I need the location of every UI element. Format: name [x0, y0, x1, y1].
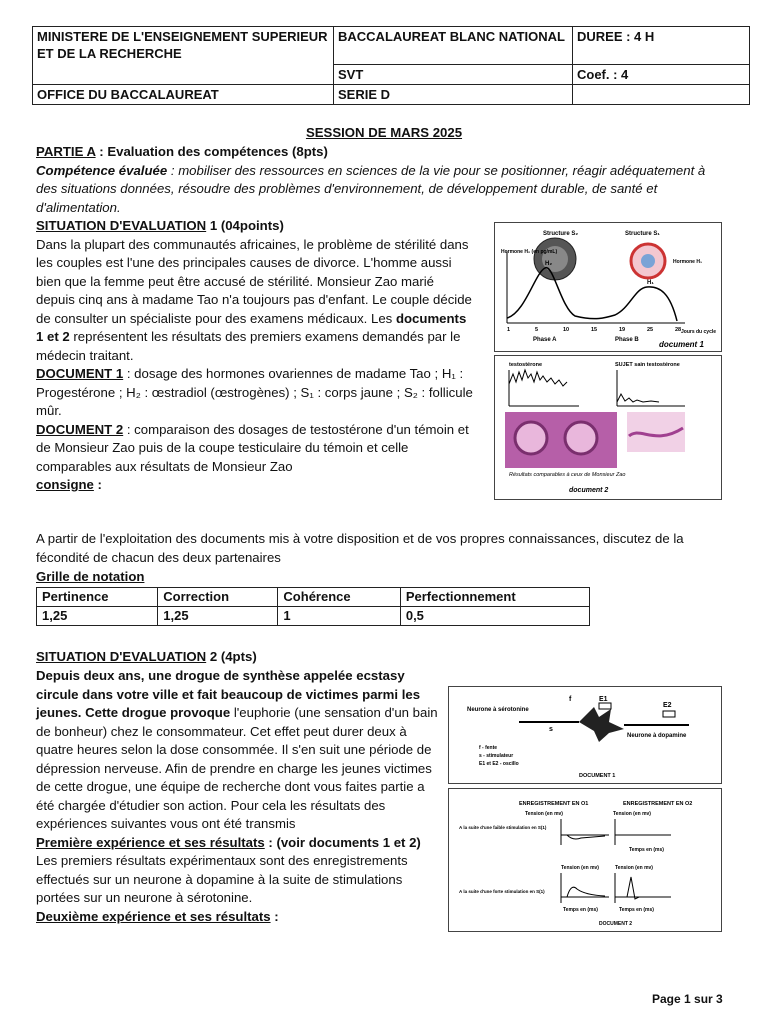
- doc2-description: [36, 421, 476, 477]
- x-tick-label: 15: [591, 327, 598, 333]
- situation-1-points: 1 (04points): [206, 218, 284, 233]
- document-2-figure: [494, 355, 722, 500]
- grid-value: 1: [278, 607, 400, 626]
- header-table: [32, 26, 750, 105]
- f-label: f: [569, 696, 572, 703]
- competence: [36, 162, 726, 218]
- exp2-colon: :: [270, 908, 279, 924]
- intro-text: l'euphorie (une sensation d'un bain de bonheur) chez le consommateur. Cet effet peut durer deux à quatre heures selon la dose consommée. Il s'en suit une période de dépression nerveuse. Afin de prendre en charge les jeunes victimes de cette drogue, une équipe de recherche dont vous faites partie a été chargée d'étudier son action. Pour cela les résultats des expériences suivantes vous ont été transmis: [36, 705, 438, 831]
- doc1-label: DOCUMENT 1: [36, 366, 124, 381]
- document-1b-caption: DOCUMENT 1: [579, 773, 616, 779]
- time-label: Temps en (ms): [629, 847, 664, 853]
- doc2-left-title: testostérone: [509, 362, 543, 368]
- partie-a-title: [36, 143, 726, 162]
- rec-o1-title: ENREGISTREMENT EN O1: [519, 801, 589, 807]
- situation-1-context: [36, 236, 476, 366]
- row2-label: A la suite d'une forte stimulation en S(1): [459, 889, 545, 894]
- x-unit-label: Jours du cycle: [681, 329, 717, 335]
- exp1-text: Les premiers résultats expérimentaux sont des enregistrements effectués sur un neurone à dopamine à la suite de stimulations portées sur un neurone à sérotonine.: [36, 853, 408, 905]
- doc2-label: DOCUMENT 2: [36, 421, 124, 437]
- exam-cell: BACCALAUREAT BLANC NATIONAL: [334, 27, 573, 65]
- duration-cell: DUREE : 4 H: [573, 27, 750, 65]
- document-2-caption: document 2: [569, 487, 609, 494]
- grid-header: Cohérence: [278, 588, 400, 607]
- grid-header: Perfectionnement: [400, 588, 589, 607]
- context-end: représentent les résultats des premiers examens demandés par le médecin traitant.: [36, 329, 461, 363]
- s1-label: Structure S₁: [625, 231, 660, 237]
- grading-table: [36, 587, 590, 626]
- doc2-right-title: SUJET sain testostérone: [615, 362, 680, 368]
- intro-bold: Depuis deux ans, une drogue de synthèse appelée ecstasy circule dans votre ville et fait beaucoup de victimes parmi les jeunes. Cette drogue provoque: [36, 668, 421, 720]
- phase-b-label: Phase B: [615, 337, 639, 343]
- session-title: SESSION DE MARS 2025: [305, 125, 463, 140]
- x-tick-label: 25: [647, 327, 654, 333]
- empty-cell: [573, 85, 750, 105]
- e1-label: E1: [599, 696, 608, 703]
- exp1-title: Première expérience et ses résultats: [36, 834, 265, 850]
- partie-a-points: : Evaluation des compétences (8pts): [95, 144, 328, 159]
- document-1-figure: [494, 222, 722, 352]
- phase-a-label: Phase A: [533, 337, 557, 343]
- time-label: Temps en (ms): [619, 907, 654, 913]
- doc1-description: [36, 365, 476, 421]
- tension-label: Tension (en mv): [615, 865, 653, 871]
- exp2-paragraph: [36, 908, 438, 927]
- exp1-ref: : (voir documents 1 et 2): [264, 834, 421, 850]
- x-tick-label: 10: [563, 327, 570, 333]
- grid-value: 0,5: [400, 607, 589, 626]
- dopamine-neuron-body: [579, 707, 624, 742]
- situation-2-points: 2 (4pts): [206, 649, 257, 664]
- h2-unit: Hormone H₂ (en pg/mL): [501, 249, 558, 255]
- legend-oscillo: E1 et E2 - oscillo: [479, 761, 519, 767]
- page-number: Page 1 sur 3: [652, 992, 723, 1006]
- e2-label: E2: [663, 702, 672, 709]
- testosterone-zao-curve: [617, 394, 659, 402]
- x-tick-label: 5: [535, 327, 539, 333]
- consigne-text: A partir de l'exploitation des documents mis à votre disposition et de vos propres connaissances, discutez de la fécondité de chacun des deux partenaires: [36, 531, 684, 565]
- situation-1-title: [36, 217, 476, 236]
- partie-a-label: PARTIE A: [36, 144, 96, 159]
- subject-cell: SVT: [334, 65, 573, 85]
- situation-1: [36, 217, 476, 495]
- x-tick-label: 19: [619, 327, 626, 333]
- row1-label: A la suite d'une faible stimulation en S(1): [459, 825, 547, 830]
- doc2-text: : comparaison des dosages de testostérone d'un témoin et de Monsieur Zao puis de la coupe testiculaire du témoin et celle comparables aux résultats de Monsieur Zao: [36, 421, 469, 474]
- grid-header: Correction: [158, 588, 278, 607]
- grid-header: Pertinence: [37, 588, 158, 607]
- h1-right-label: Hormone H₁: [673, 259, 703, 265]
- situation-2-label: SITUATION D'EVALUATION: [36, 649, 207, 664]
- doc2-note: Résultats comparables à ceux de Monsieur Zao: [509, 472, 626, 478]
- series-cell: SERIE D: [334, 85, 573, 105]
- document-1-caption: document 1: [659, 340, 704, 349]
- context-text: Dans la plupart des communautés africaines, le problème de stérilité dans les couples est l'une des principales causes de divorce. L'homme aussi bien que la femme peut être accusé de stérilité. Monsieur Zao marié depuis cinq ans à madame Tao n'a toujours pas d'enfant. Le couple décide de consulter un spécialiste pour des examens médicaux. Les: [36, 236, 472, 326]
- grid-title: Grille de notation: [36, 569, 145, 584]
- s-label: s: [549, 726, 553, 733]
- recordings-figure: [448, 788, 722, 932]
- legend-stimulateur: s - stimulateur: [479, 753, 514, 759]
- competence-text: : mobiliser des ressources en sciences de la vie pour se positionner, réagir adéquatement à des situations données, résoudre des problèmes d'environnement, de développement durable, de santé et d'alimentation.: [36, 162, 706, 215]
- context-docs: documents 1 et 2: [36, 310, 467, 344]
- rec-o2-title: ENREGISTREMENT EN O2: [623, 801, 693, 807]
- ministry-cell: MINISTERE DE L'ENSEIGNEMENT SUPERIEUR ET DE LA RECHERCHE: [33, 27, 334, 85]
- neuron-figure: [448, 686, 722, 784]
- exp1-paragraph: [36, 834, 438, 908]
- consigne-label: consigne: [36, 477, 94, 492]
- time-label: Temps en (ms): [563, 907, 598, 913]
- x-tick-label: 28: [675, 327, 682, 333]
- tension-label: Tension (en mv): [561, 865, 599, 871]
- h1-peak-label: H₁: [647, 280, 654, 286]
- legend-fente: f - fente: [479, 745, 498, 751]
- situation-1-label: SITUATION D'EVALUATION: [36, 218, 207, 233]
- grid-value: 1,25: [37, 607, 158, 626]
- coef-cell: Coef. : 4: [573, 65, 750, 85]
- neuron-dopamine-label: Neurone à dopamine: [627, 733, 687, 739]
- situation-2-title: [36, 648, 726, 667]
- h2-peak-label: H₂: [545, 261, 552, 267]
- tension-label: Tension (en mv): [613, 811, 651, 817]
- doc1-text: : dosage des hormones ovariennes de madame Tao ; H₁ : Progestérone ; H₂ : œstradiol (œstrogènes) ; S₁ : corps jaune ; S₂ : follicule mûr.: [36, 366, 473, 418]
- tension-label: Tension (en mv): [525, 811, 563, 817]
- x-tick-label: 1: [507, 327, 511, 333]
- s2-label: Structure S₂: [543, 231, 579, 237]
- document-2b-caption: DOCUMENT 2: [599, 921, 633, 927]
- partie-a: [36, 143, 726, 217]
- office-cell: OFFICE DU BACCALAUREAT: [33, 85, 334, 105]
- consigne-title: [36, 476, 476, 495]
- exp2-title: Deuxième expérience et ses résultats: [36, 908, 271, 924]
- situation-2-text: [36, 667, 438, 926]
- competence-label: Compétence évaluée: [36, 162, 168, 178]
- grid-value: 1,25: [158, 607, 278, 626]
- consigne-colon: :: [93, 477, 102, 492]
- testosterone-witness-curve: [509, 370, 567, 386]
- neuron-serotonin-label: Neurone à sérotonine: [467, 707, 529, 713]
